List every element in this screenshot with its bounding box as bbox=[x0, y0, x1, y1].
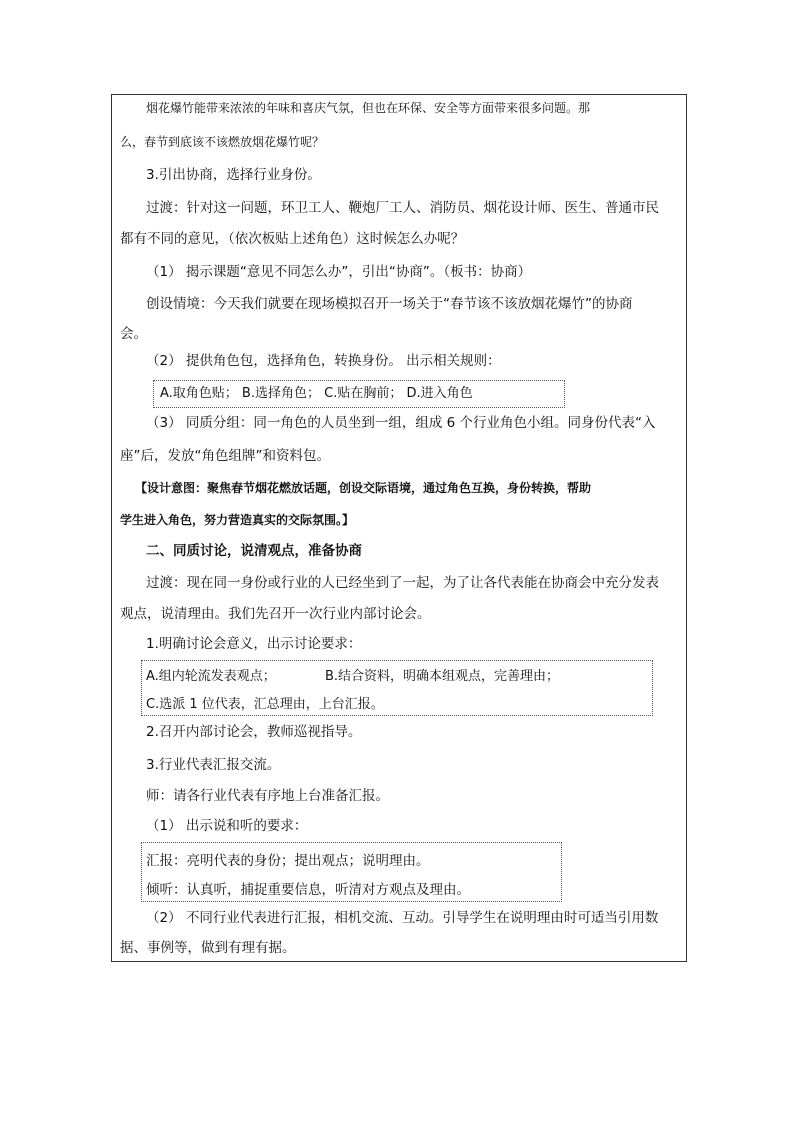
requirement-item: A.组内轮流发表观点； bbox=[146, 669, 276, 684]
paragraph-line: （1） 揭示课题“意见不同怎么办”，引出“协商”。（板书：协商） bbox=[146, 264, 532, 280]
section-heading: 3.引出协商，选择行业身份。 bbox=[146, 167, 321, 183]
paragraph-line: 过渡：针对这一问题，环卫工人、鞭炮厂工人、消防员、烟花设计师、医生、普通市民 bbox=[146, 200, 659, 216]
paragraph-line: 都有不同的意见，（依次板贴上述角色）这时候怎么办呢？ bbox=[120, 231, 465, 247]
paragraph-line: 2.召开内部讨论会，教师巡视指导。 bbox=[146, 724, 362, 740]
section-heading: 二、同质讨论，说清观点，准备协商 bbox=[146, 543, 362, 559]
paragraph-line: （2） 不同行业代表进行汇报，相机交流、互动。引导学生在说明理由时可适当引用数 bbox=[146, 910, 659, 926]
paragraph-line: 过渡：现在同一身份或行业的人已经坐到了一起，为了让各代表能在协商会中充分发表 bbox=[146, 575, 659, 591]
paragraph-line: 观点，说清理由。我们先召开一次行业内部讨论会。 bbox=[120, 606, 431, 622]
paragraph-line: （3） 同质分组：同一角色的人员坐到一组，组成 6 个行业角色小组。同身份代表“入 bbox=[146, 415, 656, 431]
paragraph-line: 么，春节到底该不该燃放烟花爆竹呢？ bbox=[120, 135, 325, 149]
requirement-item: 汇报：亮明代表的身份；提出观点；说明理由。 bbox=[146, 853, 430, 869]
design-intent-line: 【设计意图：聚焦春节烟花燃放话题，创设交际语境，通过角色互换，身份转换，帮助 bbox=[135, 481, 592, 495]
rules-text: A.取角色贴； B.选择角色； C.贴在胸前； D.进入角色 bbox=[160, 386, 473, 401]
paragraph-line: 师：请各行业代表有序地上台准备汇报。 bbox=[146, 788, 389, 804]
requirement-item: C.选派 1 位代表，汇总理由，上台汇报。 bbox=[146, 697, 384, 712]
design-intent-line: 学生进入角色，努力营造真实的交际氛围。】 bbox=[120, 513, 355, 527]
paragraph-line: 据、事例等，做到有理有据。 bbox=[120, 940, 296, 956]
paragraph-line: 1.明确讨论会意义，出示讨论要求： bbox=[146, 636, 362, 652]
requirement-item: B.结合资料，明确本组观点，完善理由； bbox=[325, 669, 560, 684]
paragraph-line: 创设情境：今天我们就要在现场模拟召开一场关于“春节该不该放烟花爆竹”的协商 bbox=[146, 296, 633, 312]
paragraph-line: 3.行业代表汇报交流。 bbox=[146, 757, 281, 773]
paragraph-line: 座”后，发放“角色组牌”和资料包。 bbox=[120, 448, 330, 464]
paragraph-line: （2） 提供角色包，选择角色，转换身份。 出示相关规则： bbox=[146, 353, 501, 369]
requirement-item: 倾听：认真听，捕捉重要信息，听清对方观点及理由。 bbox=[146, 882, 470, 898]
paragraph-line: （1） 出示说和听的要求： bbox=[146, 818, 308, 834]
paragraph-line: 会。 bbox=[120, 326, 147, 342]
paragraph-line: 烟花爆竹能带来浓浓的年味和喜庆气氛，但也在环保、安全等方面带来很多问题。那 bbox=[146, 101, 591, 115]
